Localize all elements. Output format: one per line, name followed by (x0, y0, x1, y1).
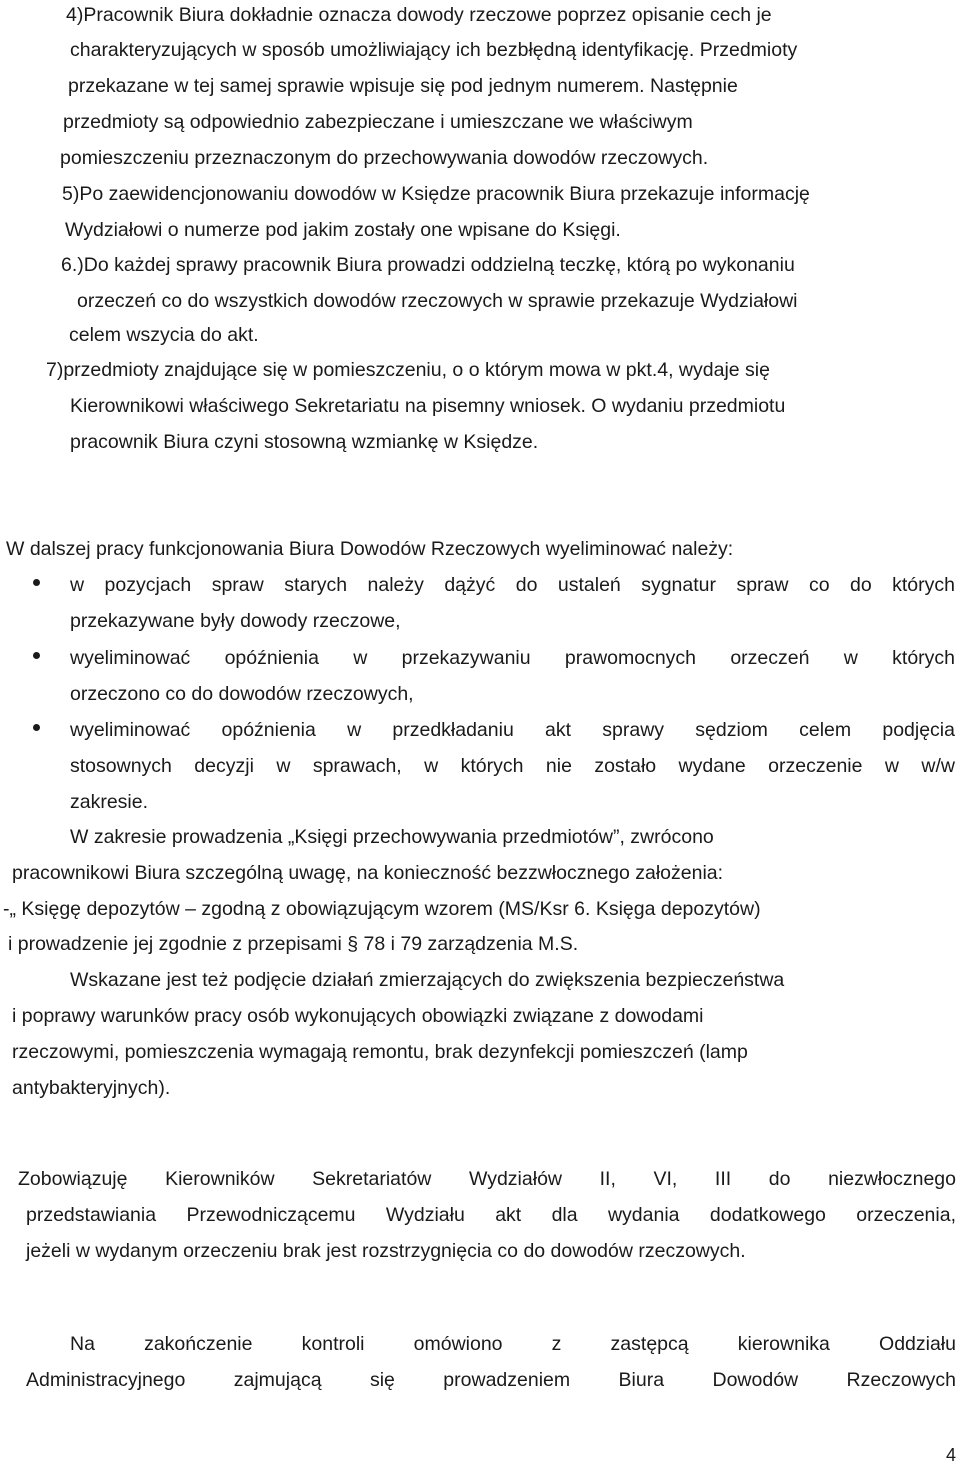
text-line: pomieszczeniu przeznaczonym do przechowywania dowodów rzeczowych. (60, 147, 709, 169)
text-line: 7)przedmioty znajdujące się w pomieszczeniu, o o którym mowa w pkt.4, wydaje się (46, 359, 770, 381)
text-line: 4)Pracownik Biura dokładnie oznacza dowody rzeczowe poprzez opisanie cech je (66, 4, 772, 26)
bullet-icon (33, 724, 40, 731)
text-line: pracownik Biura czyni stosowną wzmiankę w Księdze. (70, 431, 539, 453)
list-item: wyeliminować opóźnienia w przekazywaniu prawomocnych orzeczeń w których (70, 647, 955, 669)
text-line: orzeczeń co do wszystkich dowodów rzeczowych w sprawie przekazuje Wydziałowi (77, 290, 798, 312)
list-item: zakresie. (70, 791, 149, 813)
text-line: przekazane w tej samej sprawie wpisuje się pod jednym numerem. Następnie (68, 75, 738, 97)
text-line: 6.)Do każdej sprawy pracownik Biura prowadzi oddzielną teczkę, którą po wykonaniu (61, 254, 795, 276)
text-line: Administracyjnego zajmującą się prowadzeniem Biura Dowodów Rzeczowych (26, 1369, 956, 1391)
list-item: w pozycjach spraw starych należy dążyć do ustaleń sygnatur spraw co do których (70, 574, 955, 596)
text-line: 5)Po zaewidencjonowaniu dowodów w Księdze pracownik Biura przekazuje informację (62, 183, 810, 205)
list-item: przekazywane były dowody rzeczowe, (70, 610, 401, 632)
text-line: Kierownikowi właściwego Sekretariatu na pisemny wniosek. O wydaniu przedmiotu (70, 395, 786, 417)
text-line: -„ Księgę depozytów – zgodną z obowiązującym wzorem (MS/Ksr 6. Księga depozytów) (3, 898, 761, 920)
text-line: i prowadzenie jej zgodnie z przepisami § 78 i 79 zarządzenia M.S. (8, 933, 579, 955)
text-line: rzeczowymi, pomieszczenia wymagają remontu, brak dezynfekcji pomieszczeń (lamp (12, 1041, 748, 1063)
text-line: charakteryzujących w sposób umożliwiający ich bezbłędną identyfikację. Przedmioty (70, 39, 798, 61)
text-line: Na zakończenie kontroli omówiono z zastępcą kierownika Oddziału (70, 1333, 956, 1355)
list-item: orzeczono co do dowodów rzeczowych, (70, 683, 414, 705)
text-line: W zakresie prowadzenia „Księgi przechowywania przedmiotów”, zwrócono (70, 826, 714, 848)
text-line: Wydziałowi o numerze pod jakim zostały one wpisane do Księgi. (65, 219, 621, 241)
page-number: 4 (945, 1445, 956, 1465)
text-line: jeżeli w wydanym orzeczeniu brak jest rozstrzygnięcia co do dowodów rzeczowych. (26, 1240, 746, 1262)
text-line: przedstawiania Przewodniczącemu Wydziału akt dla wydania dodatkowego orzeczenia, (26, 1204, 956, 1226)
text-line: i poprawy warunków pracy osób wykonujących obowiązki związane z dowodami (12, 1005, 704, 1027)
text-line: pracownikowi Biura szczególną uwagę, na konieczność bezzwłocznego założenia: (12, 862, 724, 884)
bullet-icon (33, 652, 40, 659)
text-line: przedmioty są odpowiednio zabezpieczane i umieszczane we właściwym (63, 111, 693, 133)
text-line: Wskazane jest też podjęcie działań zmierzających do zwiększenia bezpieczeństwa (70, 969, 785, 991)
text-line: antybakteryjnych). (12, 1077, 171, 1099)
list-item: wyeliminować opóźnienia w przedkładaniu akt sprawy sędziom celem podjęcia (70, 719, 955, 741)
section-heading: W dalszej pracy funkcjonowania Biura Dowodów Rzeczowych wyeliminować należy: (6, 538, 734, 560)
bullet-icon (33, 579, 40, 586)
list-item: stosownych decyzji w sprawach, w których nie zostało wydane orzeczenie w w/w (70, 755, 955, 777)
text-line: Zobowiązuję Kierowników Sekretariatów Wydziałów II, VI, III do niezwłocznego (18, 1168, 956, 1190)
text-line: celem wszycia do akt. (69, 324, 259, 346)
